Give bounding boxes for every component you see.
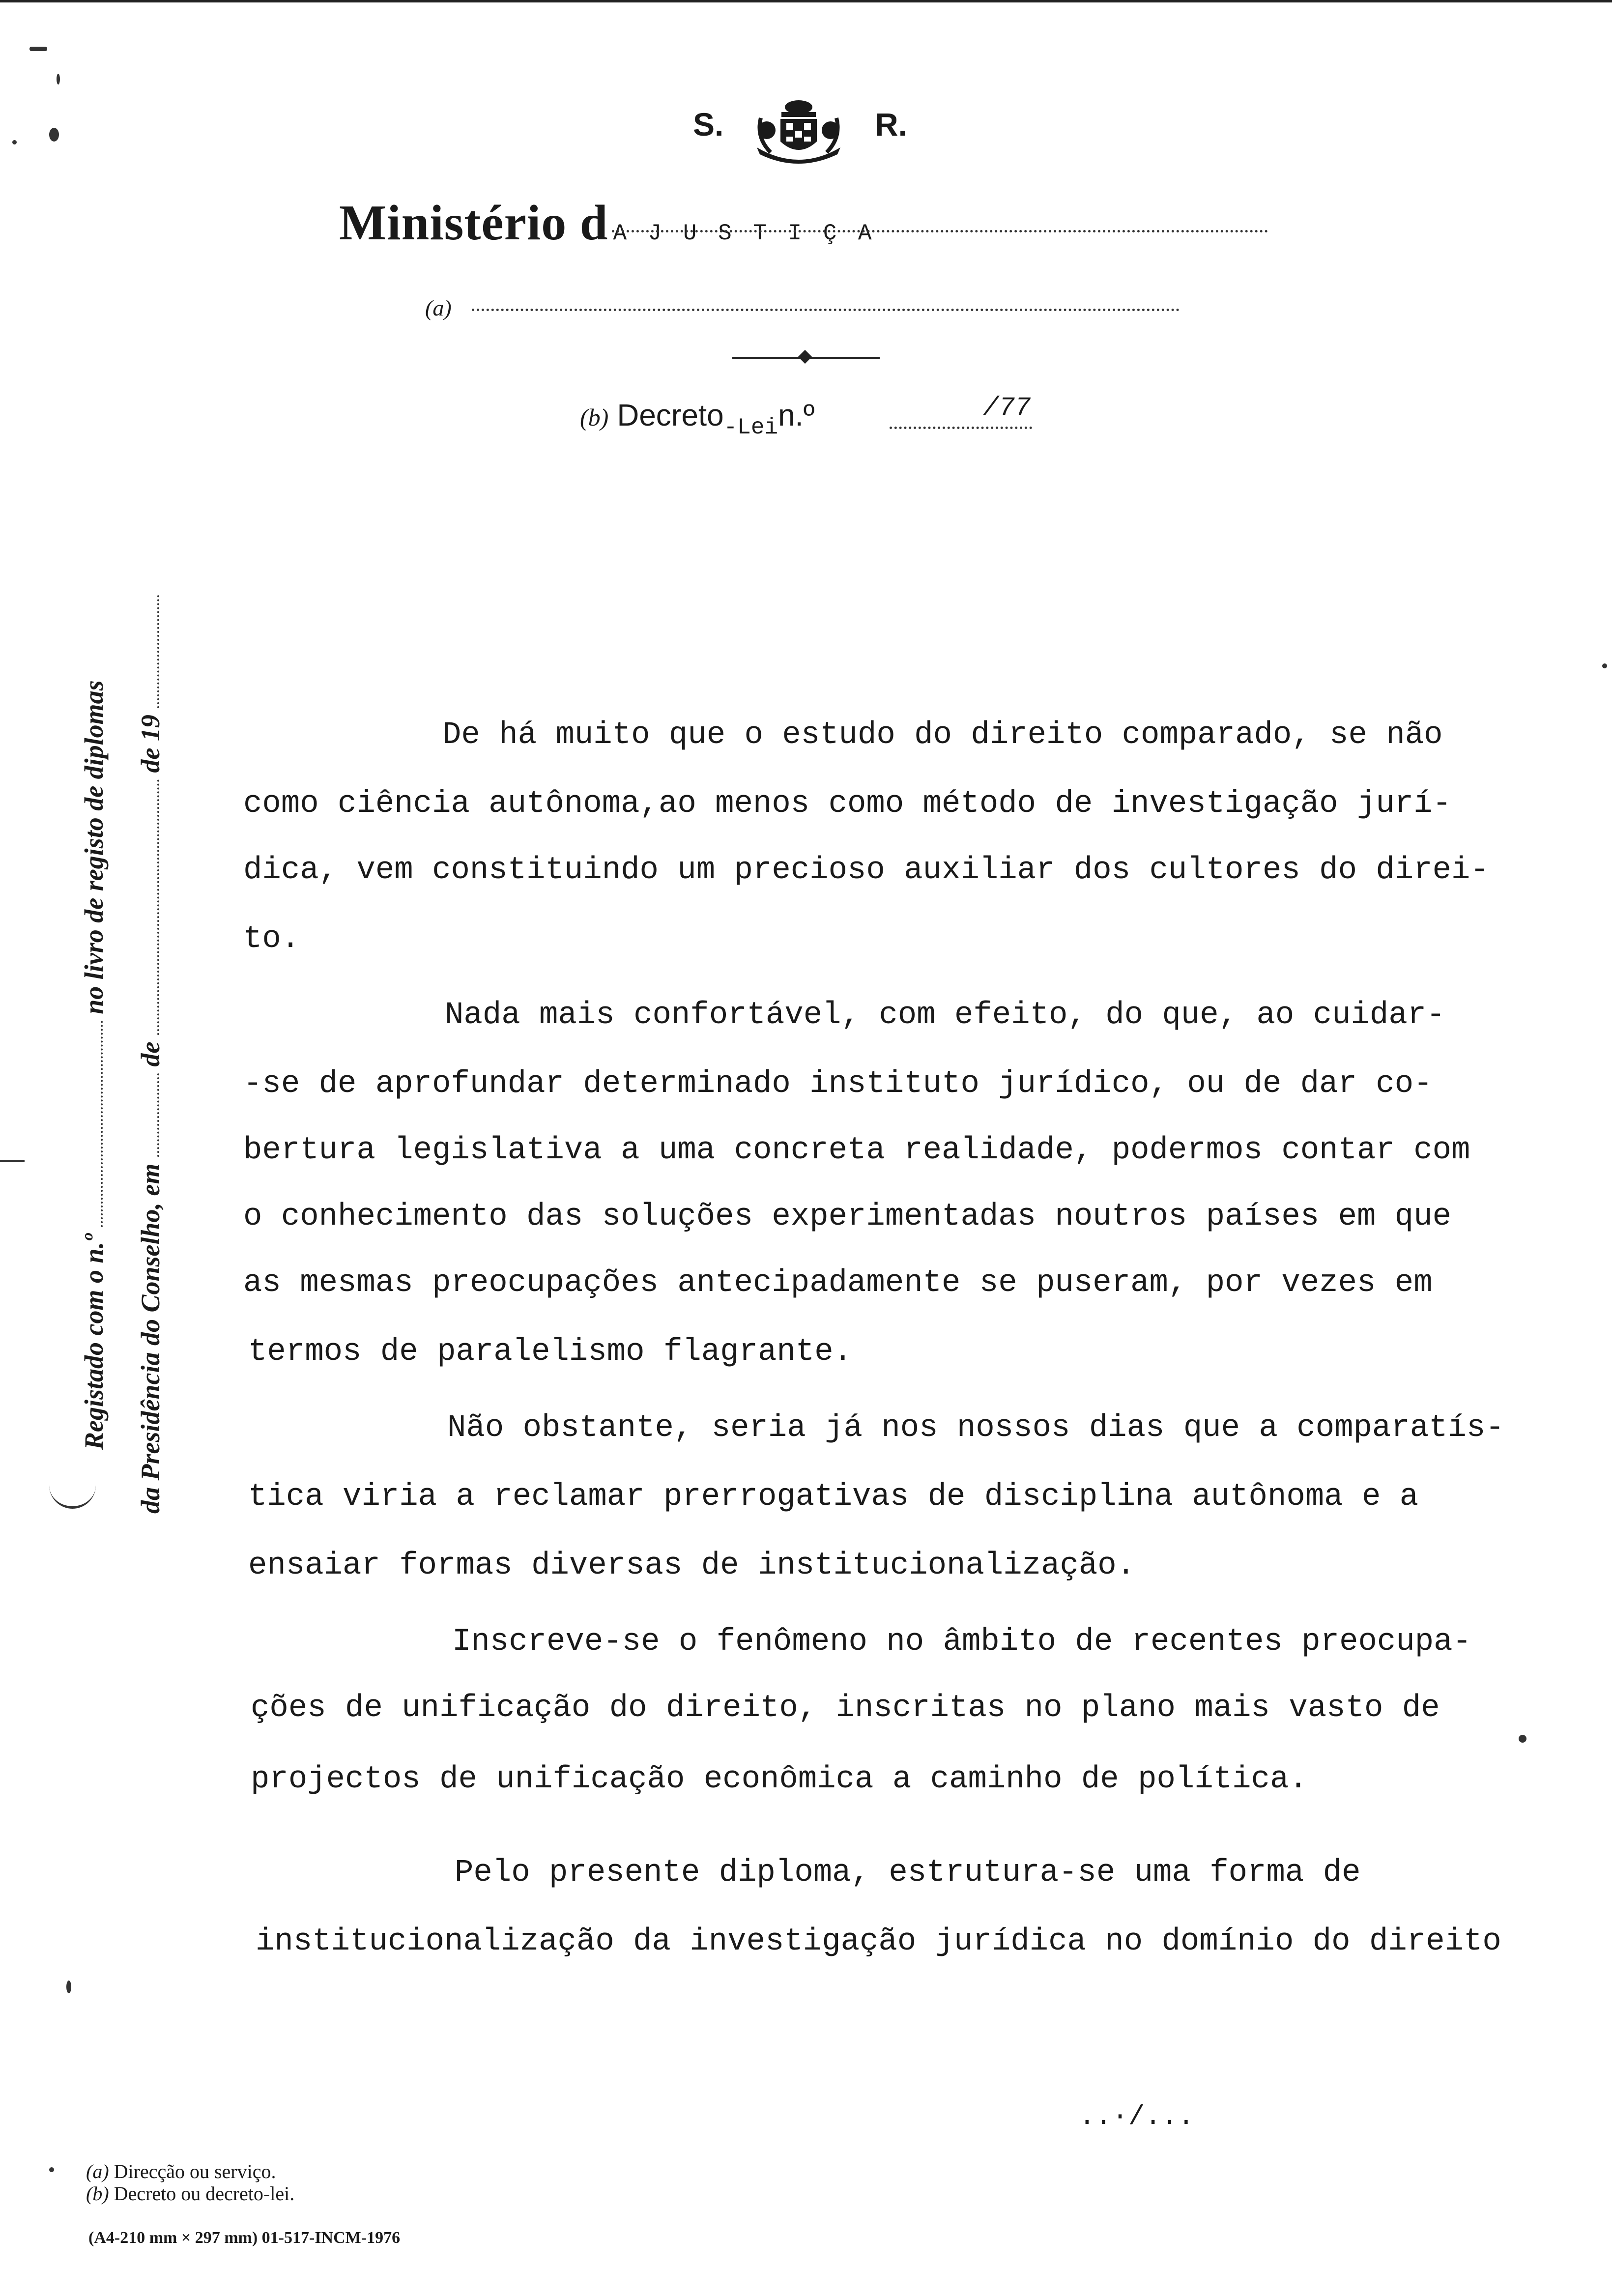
body-line: De há muito que o estudo do direito comparado, se não — [442, 718, 1443, 753]
scan-speck — [29, 47, 47, 51]
scan-speck — [66, 1980, 71, 1993]
body-line: dica, vem constituindo um precioso auxiliar dos cultores do direi- — [243, 853, 1489, 888]
side-register-line-1 — [79, 680, 109, 1450]
body-line: termos de paralelismo flagrante. — [248, 1334, 852, 1370]
footnote-a-text: Direcção ou serviço. — [114, 2160, 276, 2182]
side-register-end-2: de 19 — [136, 715, 165, 773]
scan-speck — [49, 128, 59, 142]
field-a-label: (a) — [425, 295, 452, 320]
ministry-title — [339, 194, 876, 252]
body-line: ensaiar formas diversas de institucionalização. — [248, 1548, 1136, 1583]
body-line: tica viria a reclamar prerrogativas de disciplina autônoma e a — [248, 1479, 1419, 1515]
coat-of-arms-icon — [752, 93, 845, 167]
decree-number-dotted-line — [890, 427, 1032, 429]
divider-diamond-icon — [798, 350, 812, 364]
letter-r: R. — [875, 106, 907, 143]
ministry-name: A J U S T I Ç A — [613, 221, 876, 246]
side-register-start-2: da Presidência do Conselho, em — [136, 1163, 165, 1514]
body-line: o conhecimento das soluções experimentadas noutros países em que — [243, 1199, 1451, 1234]
body-line: bertura legislativa a uma concreta realidade, podermos contar com — [243, 1133, 1470, 1168]
decree-no: n.º — [778, 399, 815, 432]
side-register-blank-month — [152, 779, 159, 1035]
decree-word: Decreto — [617, 399, 724, 432]
body-line: Não obstante, seria já nos nossos dias que a comparatís- — [447, 1410, 1504, 1446]
body-line: Nada mais confortável, com efeito, do que, ao cuidar- — [445, 998, 1445, 1033]
body-line: Pelo presente diploma, estrutura-se uma forma de — [455, 1855, 1361, 1891]
top-edge-rule — [0, 0, 1612, 2]
footnote-b — [86, 2182, 294, 2205]
decree-lei: -Lei — [723, 415, 778, 440]
side-register-mid-2: de — [136, 1041, 165, 1067]
ministry-prefix: Ministério d — [339, 195, 608, 251]
body-line: institucionalização da investigação jurídica no domínio do direito — [256, 1924, 1501, 1959]
side-register-blank-year — [152, 595, 159, 708]
scan-speck — [57, 74, 60, 85]
scan-speck — [0, 1160, 25, 1162]
body-line: ções de unificação do direito, inscritas no plano mais vasto de — [251, 1691, 1440, 1726]
decree-number: /77 — [983, 393, 1031, 423]
body-line: Inscreve-se o fenômeno no âmbito de recentes preocupa- — [452, 1624, 1471, 1660]
side-register-blank-day — [152, 1073, 159, 1157]
print-spec: (A4-210 mm × 297 mm) 01-517-INCM-1976 — [88, 2229, 401, 2247]
body-line: projectos de unificação econômica a caminho de política. — [251, 1762, 1308, 1797]
footnote-a — [86, 2160, 276, 2183]
field-a-dotted-line — [472, 309, 1180, 311]
scan-speck — [49, 2167, 54, 2172]
body-line: as mesmas preocupações antecipadamente se puseram, por vezes em — [243, 1265, 1433, 1301]
footnote-b-text: Decreto ou decreto-lei. — [114, 2182, 295, 2205]
decree-b-label: (b) — [580, 403, 609, 431]
side-register-line-2 — [135, 595, 166, 1514]
side-register-blank-number — [96, 1021, 103, 1227]
body-line: como ciência autônoma,ao menos como método de investigação jurí- — [243, 786, 1451, 822]
continuation-mark: ..·/... — [1079, 2101, 1195, 2132]
letter-s: S. — [693, 106, 724, 143]
side-register-start-1: Registado com o n.º — [79, 1234, 109, 1450]
scan-speck — [1519, 1735, 1526, 1743]
ministry-name-dotted-line — [612, 230, 1268, 232]
side-register-end-1: no livro de registo de diplomas — [79, 680, 109, 1014]
scan-speck — [1602, 663, 1607, 668]
body-line: to. — [243, 921, 300, 957]
decree-label — [580, 398, 815, 440]
footnote-b-label: (b) — [86, 2182, 109, 2205]
scan-speck — [12, 140, 17, 144]
footnote-a-label: (a) — [86, 2160, 109, 2182]
register-bracket — [49, 1477, 96, 1509]
body-line: -se de aprofundar determinado instituto jurídico, ou de dar co- — [243, 1066, 1433, 1102]
